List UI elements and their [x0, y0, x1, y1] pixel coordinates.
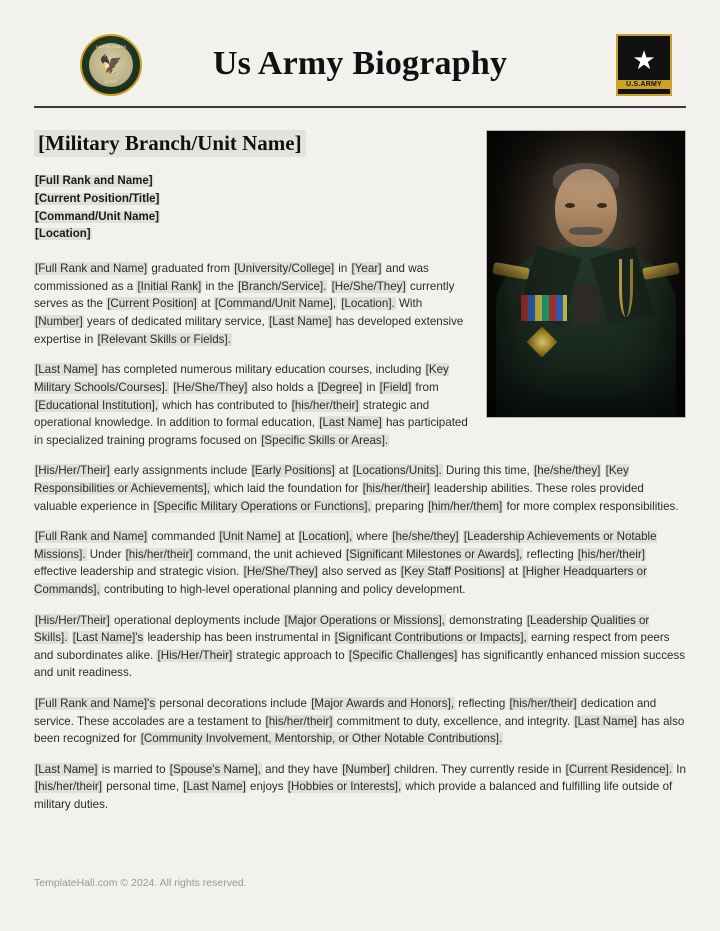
identity-rank-name: [Full Rank and Name] [35, 175, 153, 187]
identity-position-title: [Current Position/Title] [35, 192, 160, 205]
document-header [34, 22, 686, 108]
biography-paragraph: [His/Her/Their] operational deployments include [Major Operations or Missions], demonstrating [Leadership Qualities or Skills]. [Last Name]'s leadership has been instrumental in [Significant Contributions or Impacts], earning respect from peers and subordinates alike. [His/Her/Their] strategic approach to [Specific Challenges] has significantly enhanced mission success and unit readiness. [34, 613, 686, 680]
army-wordmark: U.S.ARMY [618, 80, 670, 89]
seal-top-text: UNITED STATES [95, 45, 127, 49]
portrait-vignette [487, 131, 685, 417]
biography-paragraph: [Full Rank and Name]'s personal decorations include [Major Awards and Honors], reflecting [his/her/their] dedication and service. These accolades are a testament to [his/her/their] commitment to duty, excellence, and integrity. [Last Name] has also been recognized for [Community Involvement, Mentorship, or Other Notable Contributions]. [34, 697, 685, 746]
branch-unit-title: [Military Branch/Unit Name] [34, 130, 306, 157]
identity-command-unit: [Command/Unit Name] [35, 210, 159, 223]
footer-copyright: TemplateHall.com © 2024. All rights reserved. [34, 877, 247, 889]
army-seal-icon [80, 34, 142, 96]
page-title: Us Army Biography [212, 45, 508, 82]
biography-paragraph: [His/Her/Their] early assignments include [Early Positions] at [Locations/Units]. During this time, [he/she/they] [Key Responsibilities or Achievements], which laid the foundation for [his/her/their] leadership abilities. These roles provided valuable experience in [Specific Military Operations or Functions], preparing [him/her/them] for more complex responsibilities. [34, 464, 679, 513]
seal-bottom-text: ARMY [104, 79, 118, 84]
us-army-logo [616, 34, 672, 96]
biography-paragraph: [Last Name] is married to [Spouse's Name], and they have [Number] children. They currently reside in [Current Residence]. In [his/her/their] personal time, [Last Name] enjoys [Hobbies or Interests], which provide a balanced and fulfilling life outside of military duties. [34, 762, 686, 812]
eagle-glyph: 🦅 [99, 54, 123, 76]
biography-paragraph: [Full Rank and Name] commanded [Unit Name] at [Location], where [he/she/they] [Leadership Achievements or Notable Missions]. Under [his/her/their] command, the unit achieved [Significant Milestones or Awards], reflecting [his/her/their] effective leadership and strategic vision. [He/She/They] also served as [Key Staff Positions] at [Higher Headquarters or Commands], contributing to high-level operational planning and policy development. [34, 530, 657, 596]
officer-portrait [486, 130, 686, 418]
biography-paragraph: [Last Name] has completed numerous military education courses, including [Key Military Schools/Courses]. [He/She/They] also holds a [Degree] in [Field] from [Educational Institution], which has contributed to [his/her/their] strategic and operational knowledge. In addition to formal education, [Last Name] has participated in specialized training programs focused on [Specific Skills or Areas]. [34, 363, 468, 447]
identity-location: [Location] [35, 228, 91, 241]
star-icon: ★ [632, 45, 656, 75]
biography-paragraph: [Full Rank and Name] graduated from [University/College] in [Year] and was commissioned as a [Initial Rank] in the [Branch/Service]. [He/She/They] currently serves as the [Current Position] at [Command/Unit Name], [Location]. With [Number] years of dedicated military service, [Last Name] has developed extensive expertise in [Relevant Skills or Fields]. [34, 262, 464, 346]
